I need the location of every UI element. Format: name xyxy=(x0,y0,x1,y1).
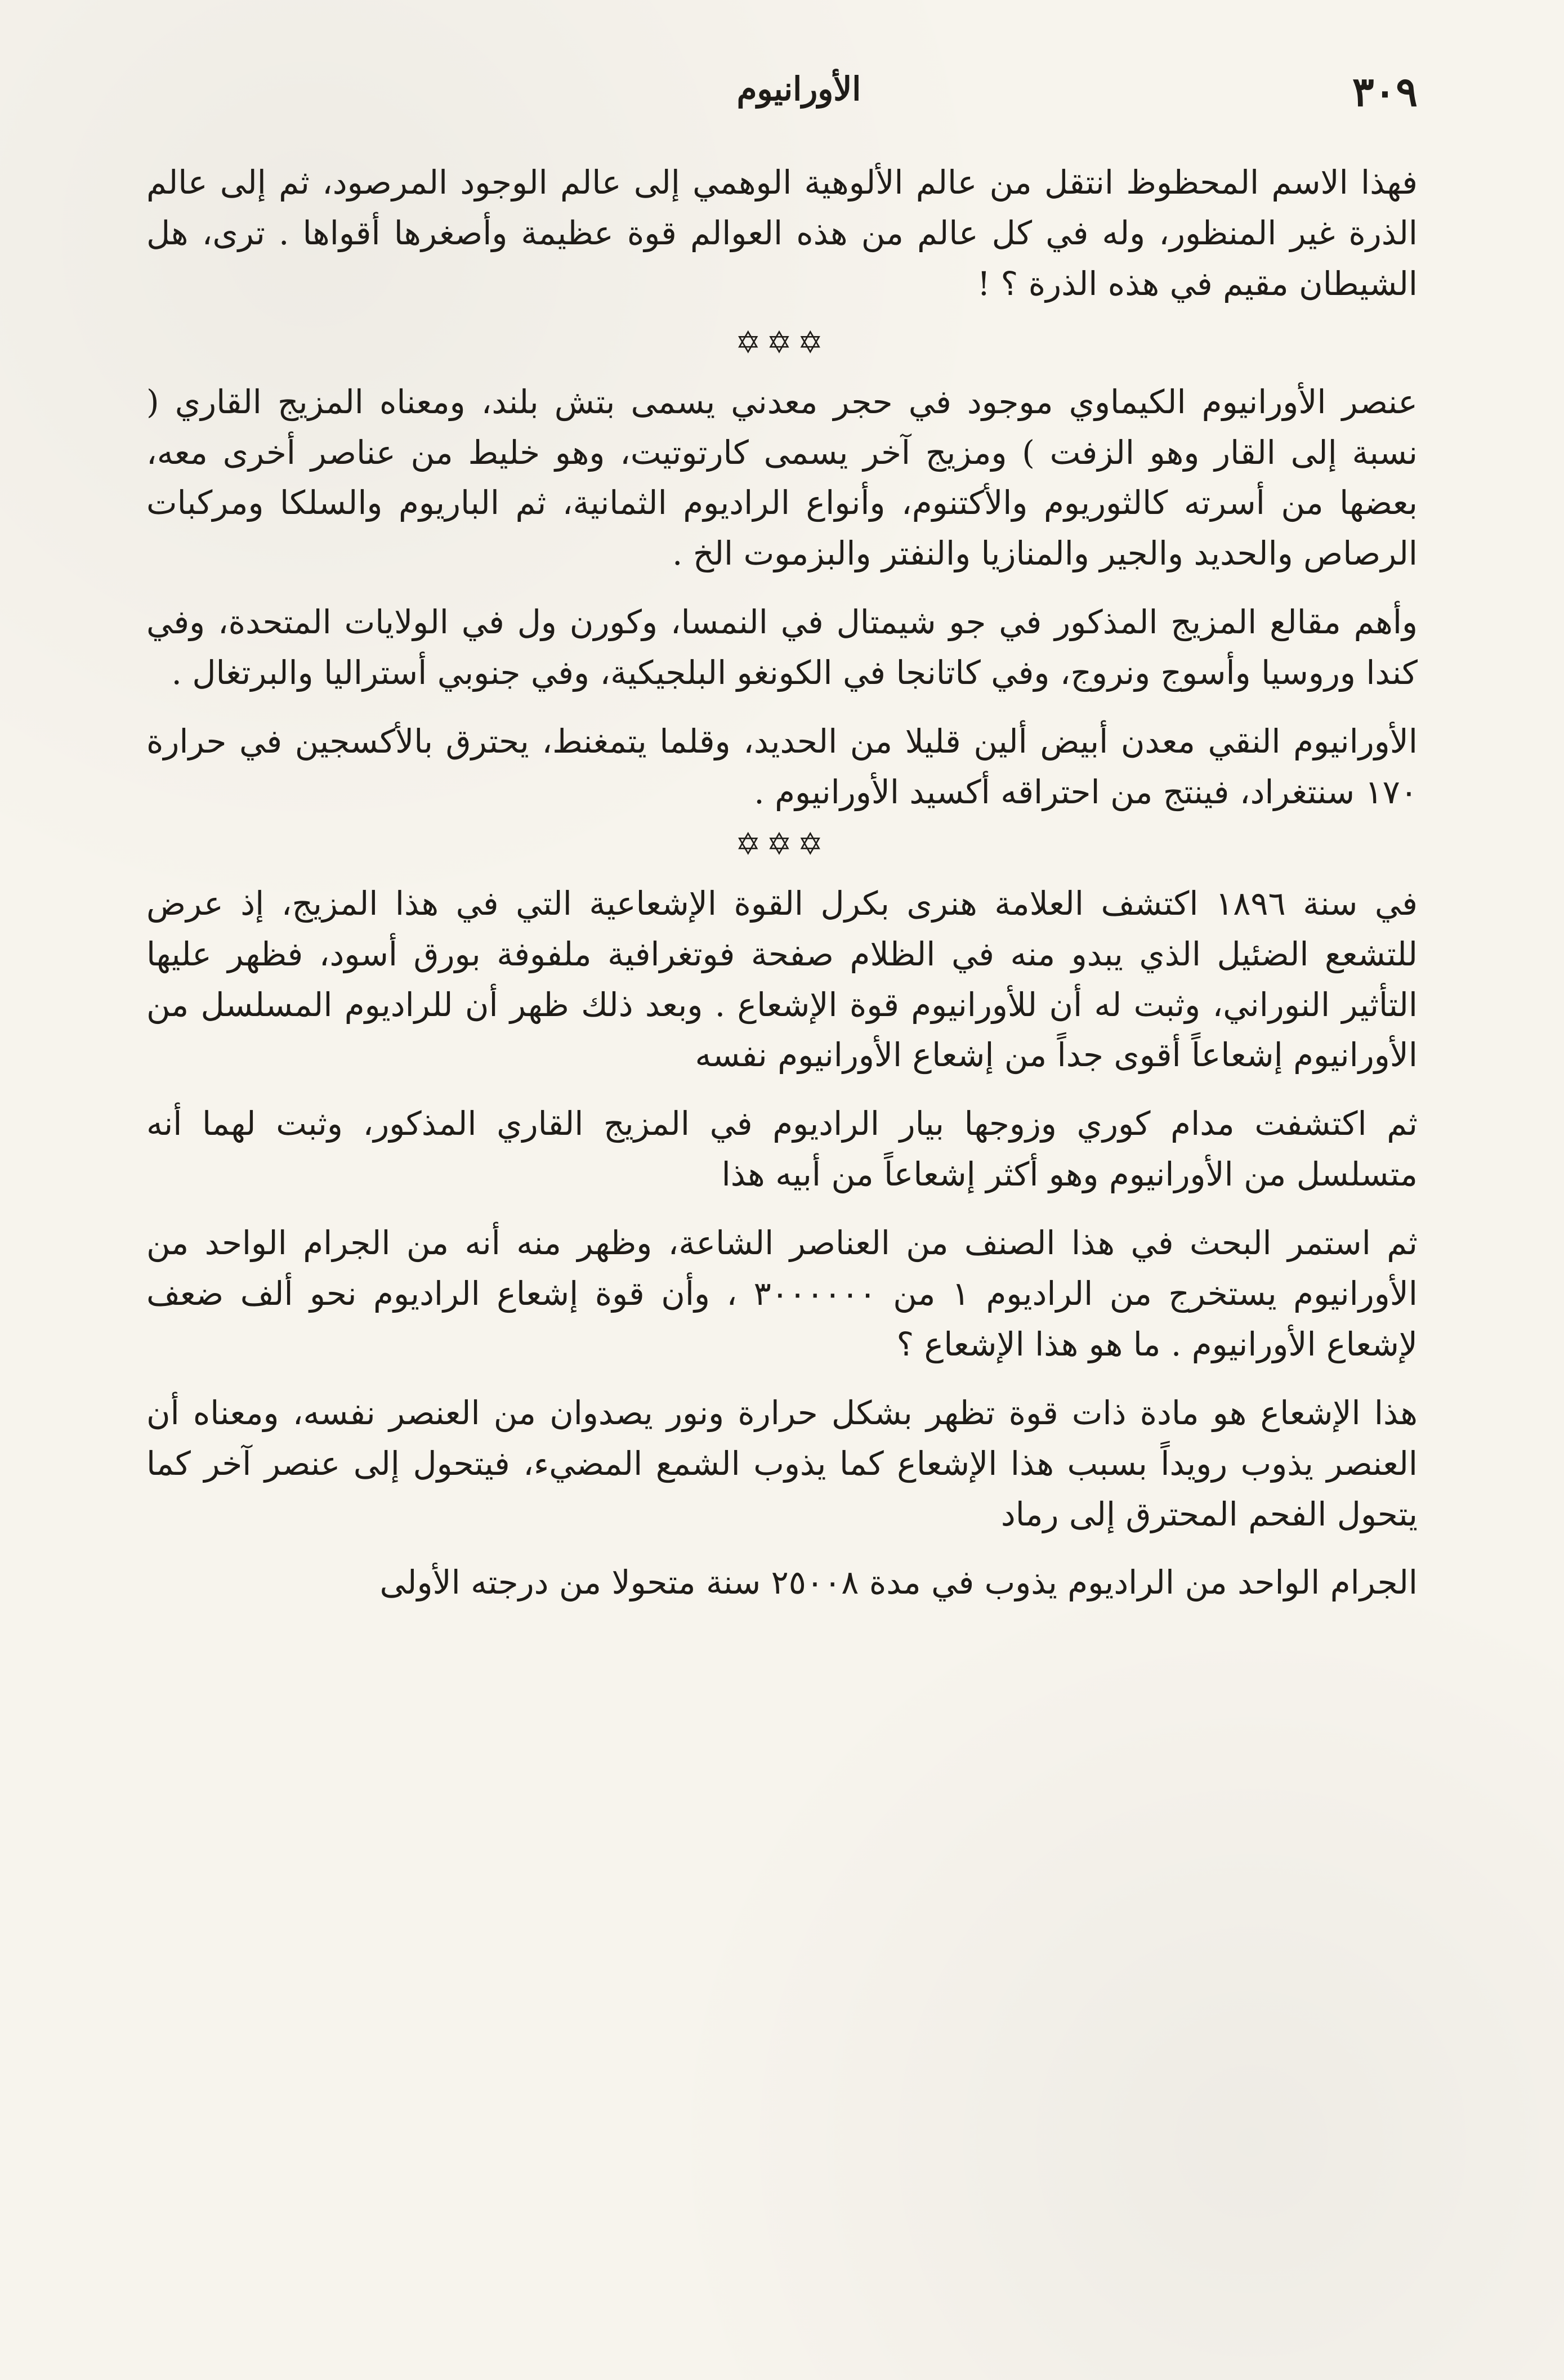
paragraph-5: في سنة ١٨٩٦ اكتشف العلامة هنرى بكرل القوة الإشعاعية التي في هذا المزيج، إذ عرض للتشعع الضئيل الذي يبدو منه في الظلام صفحة فوتغرافية ملفوفة بورق أسود، فظهر عليها التأثير النوراني، وثبت له أن للأورانيوم قوة الإشعاع . وبعد ذلك ظهر أن للراديوم المسلسل من الأورانيوم إشعاعاً أقوى جداً من إشعاع الأورانيوم نفسه xyxy=(146,884,1418,1075)
paragraph-3: وأهم مقالع المزيج المذكور في جو شيمتال في النمسا، وكورن ول في الولايات المتحدة، وفي كندا وروسيا وأسوج ونروج، وفي كاتانجا في الكونغو البلجيكية، وفي جنوبي أستراليا والبرتغال . xyxy=(146,603,1418,692)
paragraph-2: عنصر الأورانيوم الكيماوي موجود في حجر معدني يسمى بتش بلند، ومعناه المزيج القاري ( نسبة إلى القار وهو الزفت ) ومزيج آخر يسمى كارتوتيت، وهو خليط من عناصر أخرى معه، بعضها من أسرته كالثوريوم والأكتنوم، وأنواع الراديوم الثمانية، ثم الباريوم والسلكا ومركبات الرصاص والحديد والجير والمنازيا والنفتر والبزموت الخ . xyxy=(146,382,1418,573)
section-divider-2: ✡✡✡ xyxy=(735,826,829,862)
section-divider-1: ✡✡✡ xyxy=(735,324,829,360)
running-title: الأورانيوم xyxy=(736,70,861,108)
paragraph-1: فهذا الاسم المحظوظ انتقل من عالم الألوهية الوهمي إلى عالم الوجود المرصود، ثم إلى عالم الذرة غير المنظور، وله في كل عالم من هذه العوالم قوة عظيمة وأصغرها أقواها . ترى، هل الشيطان مقيم في هذه الذرة ؟ ! xyxy=(146,163,1418,303)
page-content xyxy=(146,158,1418,1626)
page-header xyxy=(180,68,1418,124)
page-number: ٣٠٩ xyxy=(1352,68,1418,115)
paragraph-4: الأورانيوم النقي معدن أبيض ألين قليلا من الحديد، وقلما يتمغنط، يحترق بالأكسجين في حرارة ١٧٠ سنتغراد، فينتج من احتراقه أكسيد الأورانيوم . xyxy=(146,722,1418,811)
paragraph-8: هذا الإشعاع هو مادة ذات قوة تظهر بشكل حرارة ونور يصدوان من العنصر نفسه، ومعناه أن العنصر يذوب رويداً بسبب هذا الإشعاع كما يذوب الشمع المضيء، فيتحول إلى عنصر آخر كما يتحول الفحم المحترق إلى رماد xyxy=(146,1393,1418,1533)
paragraph-7: ثم استمر البحث في هذا الصنف من العناصر الشاعة، وظهر منه أنه من الجرام الواحد من الأورانيوم يستخرج من الراديوم ١ من ٣٠٠٠٠٠٠ ، وأن قوة إشعاع الراديوم نحو ألف ضعف لإشعاع الأورانيوم . ما هو هذا الإشعاع ؟ xyxy=(146,1224,1418,1363)
paragraph-9: الجرام الواحد من الراديوم يذوب في مدة ٢٥٠٠٨ سنة متحولا من درجته الأولى xyxy=(379,1563,1418,1602)
paragraph-6: ثم اكتشفت مدام كوري وزوجها بيار الراديوم في المزيج القاري المذكور، وثبت لهما أنه متسلسل من الأورانيوم وهو أكثر إشعاعاً من أبيه هذا xyxy=(146,1104,1418,1194)
